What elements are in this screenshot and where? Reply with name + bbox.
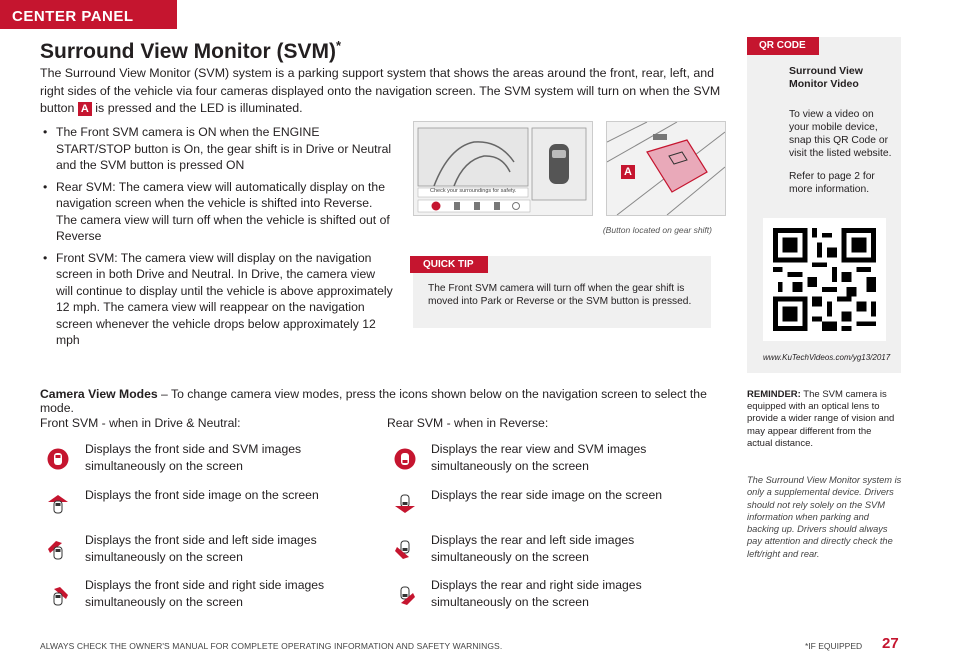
rear-mode-description: Displays the rear view and SVM images simultaneously on the screen	[431, 442, 647, 473]
callout-badge-a: A	[78, 102, 92, 116]
camera-modes-heading	[40, 387, 740, 415]
qr-url-link[interactable]: www.KuTechVideos.com/yg13/2017	[763, 353, 891, 362]
intro-text-end: is pressed and the LED is illuminated.	[91, 101, 303, 115]
reminder-text: The SVM camera is equipped with an optical lens to provide a wider range of vision and may appear different from the actual distance.	[747, 389, 895, 449]
svm-screen-illustration	[414, 122, 592, 215]
rear-mode-description: Displays the rear side image on the screen	[431, 488, 663, 502]
footer-warning: ALWAYS CHECK THE OWNER'S MANUAL FOR COMPLETE OPERATING INFORMATION AND SAFETY WARNINGS.	[40, 641, 503, 651]
rear-left-side-icon	[394, 539, 416, 561]
page-number: 27	[882, 635, 899, 652]
qr-instructions: To view a video on your mobile device, snap this QR Code or visit the listed website.	[789, 109, 892, 159]
bullet-item: • The Front SVM camera is ON when the ENGINE START/STOP button is On, the gear shift is in Drive or Neutral and the SVM button is pressed ON	[40, 124, 395, 174]
svm-disclaimer: The Surround View Monitor system is only a supplemental device. Drivers should not rely solely on the SVM information when parking and backing up. Drivers should always pay attention and directly check the left/right and rear.	[747, 475, 902, 559]
rear-right-side-icon	[394, 585, 416, 607]
rear-svm-full-icon	[394, 448, 416, 470]
camera-modes-heading-text: – To change camera view modes, press the icons shown below on the navigation screen to select the mode.	[40, 387, 707, 415]
rear-svm-heading: Rear SVM - when in Reverse:	[387, 416, 549, 430]
front-svm-heading: Front SVM - when in Drive & Neutral:	[40, 416, 241, 430]
bullet-item: • Front SVM: The camera view will display on the navigation screen in both Drive and Neutral. In Drive, the camera view will continue to display until the vehicle is above approximately 12 mph. The camera view will reappear on the navigation screen whenever the vehicle drops below approximately 12 mph	[40, 250, 395, 349]
camera-modes-heading-bold: Camera View Modes	[40, 387, 158, 401]
qr-reference: Refer to page 2 for more information.	[789, 171, 875, 195]
rear-mode-description: Displays the rear and left side images simultaneously on the screen	[431, 533, 635, 564]
intro-text: The Surround View Monitor (SVM) system is a parking support system that shows the areas around the front, rear, left, and right sides of the vehicle via four cameras displayed onto the navigation screen. The SVM system will turn on when the SVM button	[40, 66, 721, 115]
section-tab: CENTER PANEL	[0, 0, 177, 29]
front-mode-description: Displays the front side and left side images simultaneously on the screen	[85, 533, 317, 564]
qr-code-image[interactable]	[763, 218, 886, 341]
qr-video-title: Surround View Monitor Video	[789, 65, 863, 90]
rear-side-icon	[394, 493, 416, 515]
reminder-label: REMINDER:	[747, 389, 801, 400]
front-svm-full-icon	[47, 448, 69, 470]
front-side-icon	[47, 493, 69, 515]
footer-if-equipped: *IF EQUIPPED	[805, 641, 863, 651]
quick-tip-label: QUICK TIP	[410, 256, 488, 273]
page-title	[40, 38, 341, 64]
figure-caption: (Button located on gear shift)	[602, 225, 712, 235]
front-left-side-icon	[47, 539, 69, 561]
rear-mode-description: Displays the rear and right side images simultaneously on the screen	[431, 578, 642, 609]
feature-bullets	[40, 124, 395, 354]
front-mode-description: Displays the front side image on the screen	[85, 488, 319, 502]
qr-code-icon	[763, 218, 886, 341]
page-title-text: Surround View Monitor (SVM)	[40, 40, 336, 63]
reminder-note	[747, 389, 897, 450]
bullet-item: • Rear SVM: The camera view will automatically display on the navigation screen when the vehicle is shifted into Reverse. The camera view will turn off when the vehicle is shifted out of Reverse	[40, 179, 395, 245]
quick-tip-text: The Front SVM camera will turn off when the gear shift is moved into Park or Reverse or the SVM button is pressed.	[428, 283, 692, 307]
callout-badge-a: A	[621, 165, 635, 179]
intro-paragraph	[40, 65, 730, 118]
qr-code-label: QR CODE	[747, 37, 819, 55]
title-footnote-mark: *	[335, 38, 342, 53]
screen-warning-text: Check your surroundings for safety.	[430, 188, 517, 194]
front-mode-description: Displays the front side and SVM images simultaneously on the screen	[85, 442, 302, 473]
navigation-screen-figure	[413, 121, 593, 216]
front-mode-description: Displays the front side and right side images simultaneously on the screen	[85, 578, 325, 609]
gear-shift-figure	[606, 121, 726, 216]
front-right-side-icon	[47, 585, 69, 607]
